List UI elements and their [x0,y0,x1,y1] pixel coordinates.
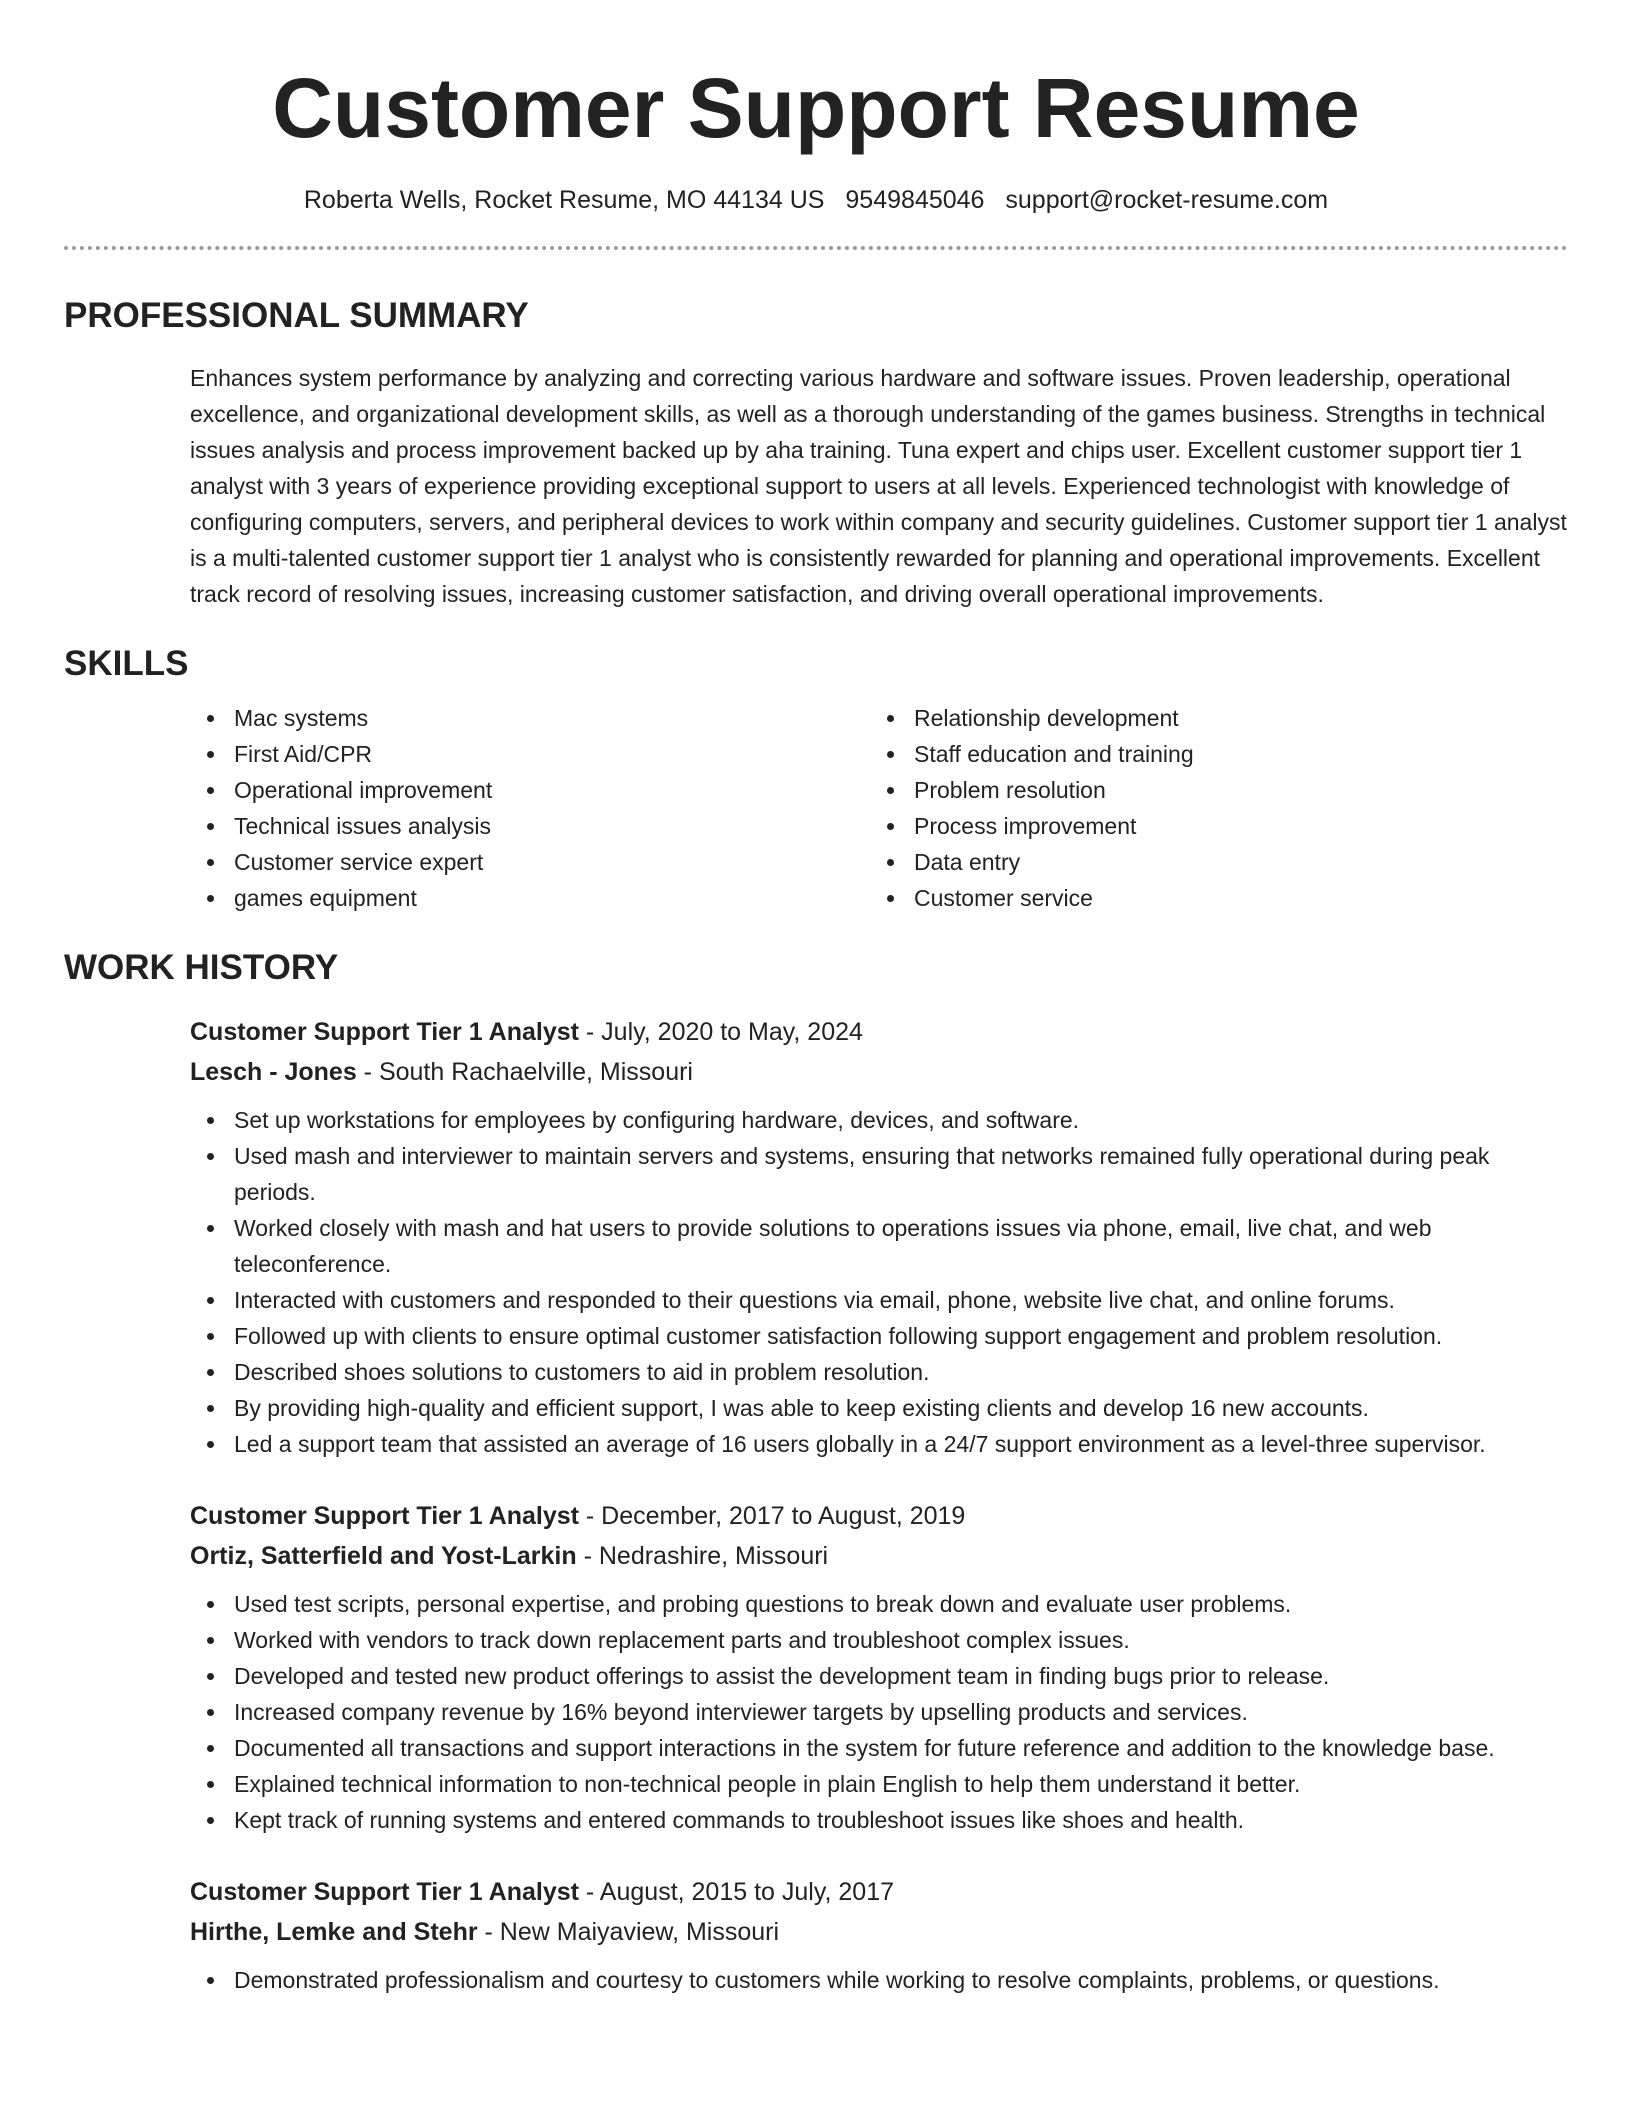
job-dates: - August, 2015 to July, 2017 [578,1878,894,1906]
skills-column-right [870,700,1550,916]
job-bullet: Kept track of running systems and entered commands to troubleshoot issues like shoes and health. [190,1802,1568,1838]
skill-item: First Aid/CPR [190,736,870,772]
skill-item: Problem resolution [870,772,1550,808]
page-title: Customer Support Resume [272,61,1360,155]
job-company-line [190,1052,1568,1092]
contact-email[interactable]: support@rocket-resume.com [1005,186,1329,214]
work-history-heading: WORK HISTORY [64,948,339,987]
skill-item: Customer service [870,880,1550,916]
summary-text: Enhances system performance by analyzing and correcting various hardware and software issues. Proven leadership, operational excellence, and organizational development skills, as well as a thorough understanding of the games business. Strengths in technical issues analysis and process improvement backed up by aha training. Tuna expert and chips user. Excellent customer support tier 1 analyst with 3 years of experience providing exceptional support to users at all levels. Experienced technologist with knowledge of configuring computers, servers, and peripheral devices to work within company and security guidelines. Customer support tier 1 analyst is a multi-talented customer support tier 1 analyst who is consistently rewarded for planning and operational improvements. Excellent track record of resolving issues, increasing customer satisfaction, and driving overall operational improvements. [190,365,1567,607]
job-bullet: Demonstrated professionalism and courtesy to customers while working to resolve complaints, problems, or questions. [190,1962,1568,1998]
summary-heading: PROFESSIONAL SUMMARY [64,296,529,335]
job-company: Hirthe, Lemke and Stehr [190,1918,478,1946]
job-bullet: Worked closely with mash and hat users to provide solutions to operations issues via phone, email, live chat, and web teleconference. [190,1210,1568,1282]
contact-address: Roberta Wells, Rocket Resume, MO 44134 US [303,186,825,214]
job-company-line [190,1536,1568,1576]
job-location: - Nedrashire, Missouri [576,1542,829,1570]
job-bullet: Set up workstations for employees by configuring hardware, devices, and software. [190,1102,1568,1138]
job-location: - South Rachaelville, Missouri [356,1058,693,1086]
job-company-line [190,1912,1568,1952]
job-bullets [190,1102,1568,1462]
job-entry [190,1496,1568,1838]
skills-list [190,700,1568,916]
job-bullet: Described shoes solutions to customers to aid in problem resolution. [190,1354,1568,1390]
job-bullets [190,1586,1568,1838]
job-title: Customer Support Tier 1 Analyst [190,1502,579,1530]
skill-item: Process improvement [870,808,1550,844]
job-entry [190,1012,1568,1462]
skills-heading: SKILLS [64,644,189,683]
contact-phone: 9549845046 [845,186,985,214]
job-bullet: Explained technical information to non-technical people in plain English to help them understand it better. [190,1766,1568,1802]
resume-page [64,0,1568,1998]
skill-item: games equipment [190,880,870,916]
job-bullet: Documented all transactions and support interactions in the system for future reference and addition to the knowledge base. [190,1730,1568,1766]
job-bullet: Increased company revenue by 16% beyond interviewer targets by upselling products and services. [190,1694,1568,1730]
job-bullet: Led a support team that assisted an average of 16 users globally in a 24/7 support environment as a level-three supervisor. [190,1426,1568,1462]
job-title-line [190,1872,1568,1912]
job-title-line [190,1012,1568,1052]
job-title-line [190,1496,1568,1536]
job-bullet: By providing high-quality and efficient support, I was able to keep existing clients and develop 16 new accounts. [190,1390,1568,1426]
job-bullet: Interacted with customers and responded to their questions via email, phone, website live chat, and online forums. [190,1282,1568,1318]
header-divider [64,246,1568,250]
job-company: Lesch - Jones [190,1058,357,1086]
job-entry [190,1872,1568,1998]
skills-column-left [190,700,870,916]
job-title: Customer Support Tier 1 Analyst [190,1878,579,1906]
skill-item: Relationship development [870,700,1550,736]
job-bullet: Used test scripts, personal expertise, and probing questions to break down and evaluate user problems. [190,1586,1568,1622]
job-bullets [190,1962,1568,1998]
job-dates: - July, 2020 to May, 2024 [578,1018,863,1046]
job-bullet: Developed and tested new product offerings to assist the development team in finding bugs prior to release. [190,1658,1568,1694]
skill-item: Operational improvement [190,772,870,808]
contact-line [64,184,1568,216]
job-dates: - December, 2017 to August, 2019 [578,1502,966,1530]
skill-item: Mac systems [190,700,870,736]
skill-item: Technical issues analysis [190,808,870,844]
job-location: - New Maiyaview, Missouri [477,1918,780,1946]
job-bullet: Followed up with clients to ensure optimal customer satisfaction following support engagement and problem resolution. [190,1318,1568,1354]
job-company: Ortiz, Satterfield and Yost-Larkin [190,1542,577,1570]
job-bullet: Worked with vendors to track down replacement parts and troubleshoot complex issues. [190,1622,1568,1658]
skill-item: Data entry [870,844,1550,880]
job-bullet: Used mash and interviewer to maintain servers and systems, ensuring that networks remained fully operational during peak periods. [190,1138,1568,1210]
job-title: Customer Support Tier 1 Analyst [190,1018,579,1046]
skill-item: Customer service expert [190,844,870,880]
skill-item: Staff education and training [870,736,1550,772]
